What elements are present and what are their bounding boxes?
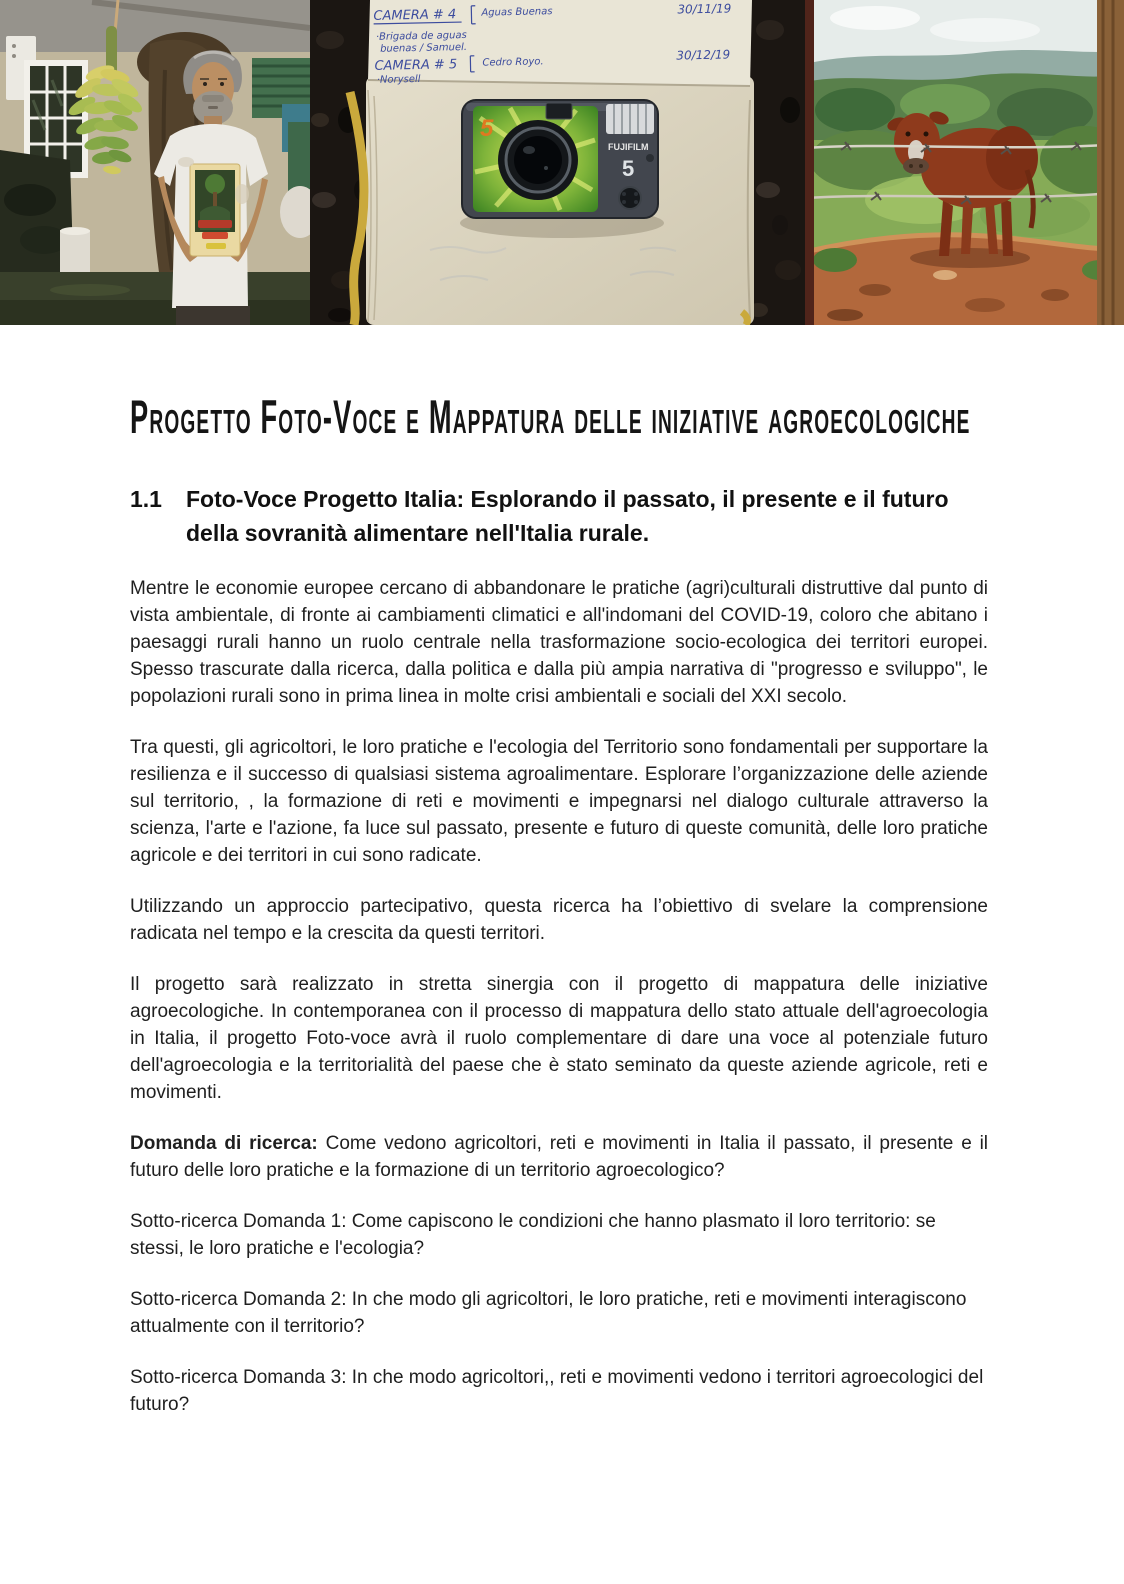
page-title <box>130 388 988 446</box>
paragraph-farmers: Tra questi, gli agricoltori, le loro pratiche e l'ecologia del Territorio sono fondamentali per supportare la resilienza e il successo di qualsiasi sistema agroalimentare. Esplorare l’organizzazione delle aziende sul territorio, , la formazione di reti e movimenti e impegnarsi nel dialogo culturale attraverso la scienza, l'arte e l'azione, fa luce sul passato, presente e futuro di queste comunità, delle loro pratiche agricole e dei territori in cui sono radicate. <box>130 737 988 866</box>
photo-camera-notebook <box>310 0 805 325</box>
film-counter <box>619 187 641 209</box>
section-title: Foto-Voce Progetto Italia: Esplorando il passato, il presente e il futuro della sovranità alimentare nell'Italia rurale. <box>186 486 949 546</box>
paragraph-subquestion-1: Sotto-ricerca Domanda 1: Come capiscono le condizioni che hanno plasmato il loro territorio: se stessi, le loro pratiche e l'ecologia? <box>130 1211 936 1259</box>
document-body <box>130 388 988 1442</box>
body-paragraphs <box>130 575 988 1418</box>
camera-viewfinder <box>546 103 572 119</box>
photo-cow-pasture <box>805 0 1124 325</box>
paragraph-approach: Utilizzando un approccio partecipativo, questa ricerca ha l’obiettivo di svelare la comprensione radicata nel tempo e la crescita da questi territori. <box>130 896 988 944</box>
camera-brand-label: FUJIFILM <box>608 142 649 152</box>
handwriting-note4b: buenas / Samuel. <box>380 41 468 55</box>
handwriting-date5: 30/12/19 <box>676 47 731 63</box>
paragraph-research-question <box>130 1130 988 1184</box>
paragraph-subquestion-3: Sotto-ricerca Domanda 3: In che modo agricoltori,, reti e movimenti vedono i territori agroecologici del futuro? <box>130 1367 984 1415</box>
section-number: 1.1 <box>130 486 162 512</box>
handwriting-name5: Cedro Royo. <box>482 56 544 69</box>
shirt-print <box>190 164 240 256</box>
disposable-camera <box>462 100 658 218</box>
handwriting-name4: Aguas Buenas <box>481 6 553 19</box>
research-question-label: Domanda di ricerca: <box>130 1133 318 1154</box>
pants <box>176 306 250 325</box>
paragraph-subquestion-2: Sotto-ricerca Domanda 2: In che modo gli agricoltori, le loro pratiche, reti e movimenti interagiscono attualmente con il territorio? <box>130 1289 967 1337</box>
paragraph-synergy: Il progetto sarà realizzato in stretta sinergia con il progetto di mappatura delle iniziative agroecologiche. In contemporanea con il processo di mappatura dello stato attuale dell'agroecologia in Italia, il progetto Foto-voce avrà il ruolo complementare di dare una voce al potenziale futuro dell'agroecologia e la territorialità del paese che è stato seminato da queste aziende agricole, reti e movimenti. <box>130 974 988 1103</box>
camera-flash <box>606 104 654 134</box>
section-heading <box>130 482 988 550</box>
research-question-text: Come vedono agricoltori, reti e movimenti in Italia il passato, il presente e il futuro delle loro pratiche e la formazione di un territorio agroecologico? <box>130 1133 989 1181</box>
bucket <box>60 230 90 276</box>
paragraph-intro: Mentre le economie europee cercano di abbandonare le pratiche (agri)culturali distruttive dal punto di vista ambientale, di fronte ai cambiamenti climatici e all'indomani del COVID-19, coloro che abitano i paesaggi rurali hanno un ruolo centrale nella trasformazione socio-ecologica dei territori europei. Spesso trascurate dalla ricerca, dalla politica e dalla più ampia narrativa di "progresso e sviluppo", le popolazioni rurali sono in prima linea in molte crisi ambientali e sociali del XXI secolo. <box>130 578 988 707</box>
photo-banner <box>0 0 1124 325</box>
photo-man-with-bananas <box>0 0 310 325</box>
handwriting-camera5: CAMERA # 5 <box>374 57 458 74</box>
wooden-post <box>1097 0 1124 325</box>
camera-number-green: 5 <box>480 115 494 142</box>
camera-number-body: 5 <box>622 156 635 181</box>
handwriting-camera4: CAMERA # 4 <box>373 7 457 24</box>
handwriting-note4a: ·Brigada de aguas <box>375 29 467 43</box>
handwriting-note5: ·Norysell <box>376 73 421 86</box>
handwriting-date4: 30/11/19 <box>677 1 732 17</box>
page-title-text: Progetto Foto-Voce e Mappatura delle iniziative agroecologiche <box>130 390 971 443</box>
